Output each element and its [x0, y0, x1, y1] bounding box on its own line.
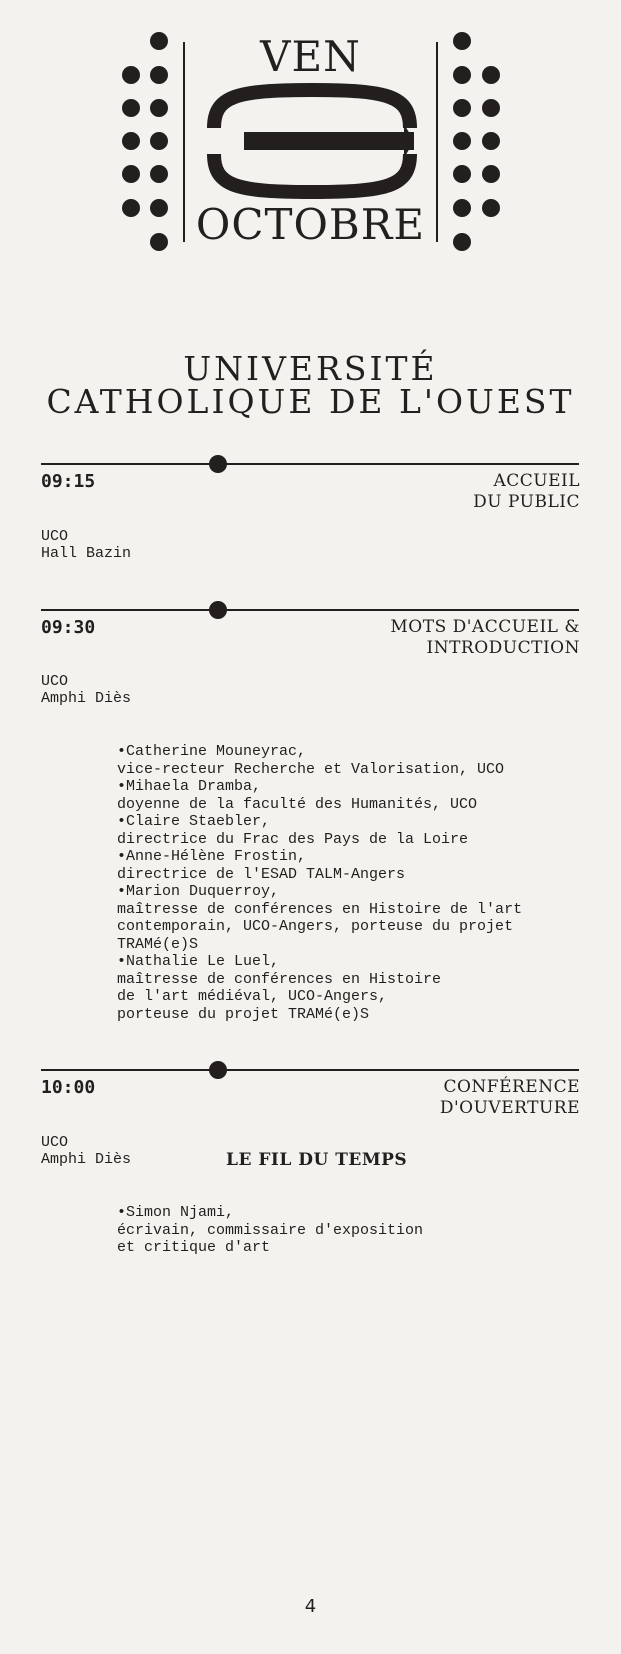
speaker-role: contemporain, UCO-Angers, porteuse du projet	[117, 918, 514, 935]
speaker-list	[117, 743, 597, 1023]
location-line: Amphi Diès	[41, 1151, 132, 1168]
session-time: 10:00	[41, 1077, 96, 1098]
speaker-name: • Mihaela Dramba,	[117, 778, 597, 796]
speaker-role: écrivain, commissaire d'exposition	[117, 1221, 424, 1239]
session-location	[41, 1134, 131, 1168]
session-divider	[41, 463, 579, 465]
speaker-role: maîtresse de conférences en Histoire	[117, 970, 442, 988]
speaker-role: vice-recteur Recherche et Valorisation, UCO	[117, 760, 505, 778]
speaker-role: TRAMé(e)S	[117, 935, 199, 953]
speaker-role: directrice de l'ESAD TALM-Angers	[117, 865, 406, 883]
session-title-line: ACCUEIL	[493, 471, 580, 491]
venue-title	[0, 349, 621, 421]
divider-dot	[209, 455, 227, 473]
session-location	[41, 528, 131, 562]
speaker-name: • Marion Duquerroy,	[117, 883, 597, 901]
speaker-role: maîtresse de conférences en Histoire de l'art	[117, 900, 523, 918]
talk-title: LE FIL DU TEMPS	[226, 1150, 408, 1170]
day-number-glyph	[214, 90, 414, 192]
session-title-line: D'OUVERTURE	[439, 1098, 580, 1118]
speaker-name: • Catherine Mouneyrac,	[117, 743, 597, 761]
session-time: 09:30	[41, 617, 96, 638]
month-label: OCTOBRE	[195, 200, 426, 249]
divider-dot	[209, 601, 227, 619]
location-line: UCO	[41, 673, 69, 690]
speaker-list	[117, 1204, 597, 1257]
speaker-role: et critique d'art	[117, 1239, 271, 1256]
location-line: Hall Bazin	[41, 545, 132, 562]
location-line: UCO	[41, 528, 69, 545]
session-title-line: DU PUBLIC	[473, 492, 580, 512]
speaker-name: • Simon Njami,	[117, 1204, 597, 1222]
speaker-name: • Anne-Hélène Frostin,	[117, 848, 597, 866]
session-location	[41, 673, 131, 707]
speaker-role: de l'art médiéval, UCO-Angers,	[117, 988, 388, 1005]
speaker-role: doyenne de la faculté des Humanités, UCO	[117, 795, 478, 813]
page-number: 4	[304, 1596, 317, 1617]
session-divider	[41, 609, 579, 611]
session-title-line: INTRODUCTION	[426, 638, 580, 658]
session-divider	[41, 1069, 579, 1071]
day-label: VEN	[260, 32, 361, 81]
date-header	[0, 0, 621, 260]
speaker-name: • Claire Staebler,	[117, 813, 597, 831]
location-line: UCO	[41, 1134, 69, 1151]
venue-title-line: UNIVERSITÉ	[183, 349, 438, 388]
session-title	[280, 1077, 580, 1119]
session-title	[280, 471, 580, 513]
session-time: 09:15	[41, 471, 96, 492]
session-title	[280, 617, 580, 659]
venue-title-line: CATHOLIQUE DE L'OUEST	[46, 382, 575, 421]
speaker-name: • Nathalie Le Luel,	[117, 953, 597, 971]
speaker-role: directrice du Frac des Pays de la Loire	[117, 830, 469, 848]
divider-dot	[209, 1061, 227, 1079]
session-title-line: CONFÉRENCE	[443, 1077, 580, 1097]
session-title-line: MOTS D'ACCUEIL &	[390, 617, 580, 637]
speaker-role: porteuse du projet TRAMé(e)S	[117, 1005, 370, 1023]
location-line: Amphi Diès	[41, 690, 132, 707]
